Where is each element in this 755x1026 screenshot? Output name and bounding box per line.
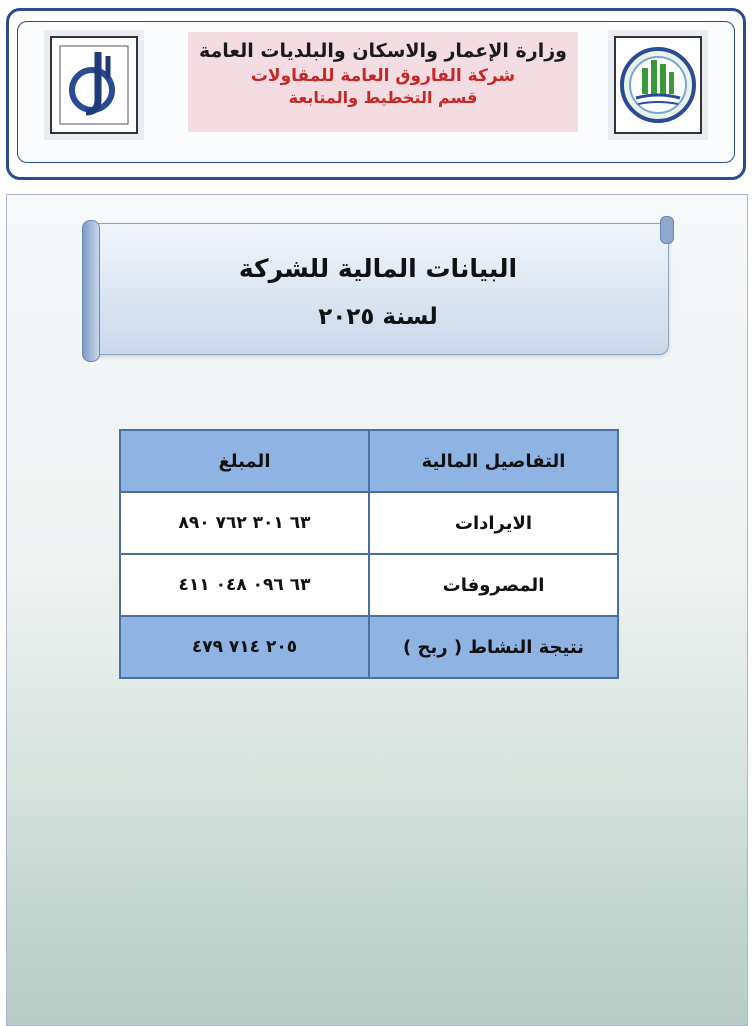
content-card [6, 194, 748, 1026]
department-name: قسم التخطيط والمتابعة [288, 88, 478, 107]
banner-curl-right [660, 216, 674, 244]
title-banner [87, 223, 669, 355]
table-row [120, 492, 618, 554]
financial-table [119, 429, 619, 679]
letterhead [6, 8, 746, 180]
ministry-name: وزارة الإعمار والاسكان والبلديات العامة [199, 40, 567, 62]
page-title: البيانات المالية للشركة [238, 254, 518, 283]
row-label-revenue: الايرادات [369, 492, 618, 554]
column-header-amount: المبلغ [120, 430, 369, 492]
row-label-result: نتيجة النشاط ( ربح ) [369, 616, 618, 678]
letterhead-titles [188, 32, 578, 132]
ministry-logo-icon [616, 38, 700, 132]
company-logo-icon [52, 38, 136, 132]
row-amount-result: ٢٠٥ ٧١٤ ٤٧٩ [120, 616, 369, 678]
column-header-details: التفاصيل المالية [369, 430, 618, 492]
table-header-row [120, 430, 618, 492]
table-row [120, 554, 618, 616]
page-subtitle: لسنة ٢٠٢٥ [318, 304, 438, 330]
ministry-logo [614, 36, 702, 134]
company-logo [50, 36, 138, 134]
table-row-result [120, 616, 618, 678]
company-name: شركة الفاروق العامة للمقاولات [250, 66, 516, 86]
banner-curl-left [82, 220, 100, 362]
row-label-expenses: المصروفات [369, 554, 618, 616]
row-amount-revenue: ٦٣ ٣٠١ ٧٦٢ ٨٩٠ [120, 492, 369, 554]
row-amount-expenses: ٦٣ ٠٩٦ ٠٤٨ ٤١١ [120, 554, 369, 616]
letterhead-frame [17, 21, 735, 163]
